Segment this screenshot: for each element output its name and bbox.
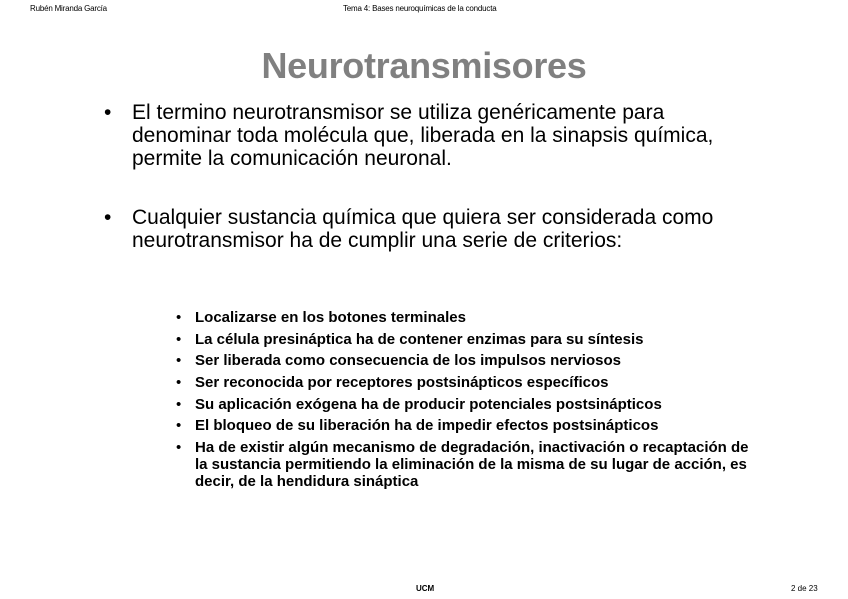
bullet-icon: •: [104, 101, 112, 124]
criteria-item: [176, 417, 756, 434]
criteria-text: Ser reconocida por receptores postsinápticos específicos: [195, 374, 609, 392]
criteria-item: [176, 309, 756, 326]
header-author: Rubén Miranda García: [30, 4, 107, 13]
page-number: 2 de 23: [791, 584, 818, 593]
main-bullet-list: [104, 101, 764, 252]
criteria-text: El bloqueo de su liberación ha de impedir efectos postsinápticos: [195, 417, 659, 435]
bullet-icon: •: [176, 330, 182, 348]
criteria-item: [176, 374, 756, 391]
header-topic: Tema 4: Bases neuroquímicas de la conducta: [343, 4, 497, 13]
bullet-icon: •: [104, 206, 112, 229]
main-bullet: [104, 206, 764, 252]
main-bullet-text: Cualquier sustancia química que quiera ser considerada como neurotransmisor ha de cumplir una serie de criterios:: [132, 206, 714, 252]
criteria-text: La célula presináptica ha de contener enzimas para su síntesis: [195, 330, 644, 348]
bullet-icon: •: [176, 309, 182, 326]
slide-title: Neurotransmisores: [261, 45, 587, 86]
footer-institution: UCM: [416, 584, 435, 593]
criteria-text: Su aplicación exógena ha de producir potenciales postsinápticos: [195, 395, 662, 413]
bullet-icon: •: [176, 352, 182, 370]
bullet-icon: •: [176, 374, 182, 392]
bullet-icon: •: [176, 417, 182, 435]
criteria-list: [176, 309, 756, 495]
bullet-icon: •: [176, 395, 182, 413]
criteria-item: [176, 352, 756, 369]
criteria-item: [176, 331, 756, 348]
bullet-icon: •: [176, 439, 182, 457]
main-bullet: [104, 101, 764, 170]
main-bullet-text: El termino neurotransmisor se utiliza genéricamente para denominar toda molécula que, liberada en la sinapsis química, permite la comunicación neuronal.: [132, 101, 714, 170]
criteria-item: [176, 396, 756, 413]
criteria-text: Ser liberada como consecuencia de los impulsos nerviosos: [195, 352, 621, 370]
criteria-text: Ha de existir algún mecanismo de degradación, inactivación o recaptación de la sustancia permitiendo la eliminación de la misma de su lugar de acción, es decir, de la hendidura sináptica: [195, 439, 749, 491]
criteria-item: [176, 439, 756, 490]
criteria-text: Localizarse en los botones terminales: [195, 309, 466, 326]
